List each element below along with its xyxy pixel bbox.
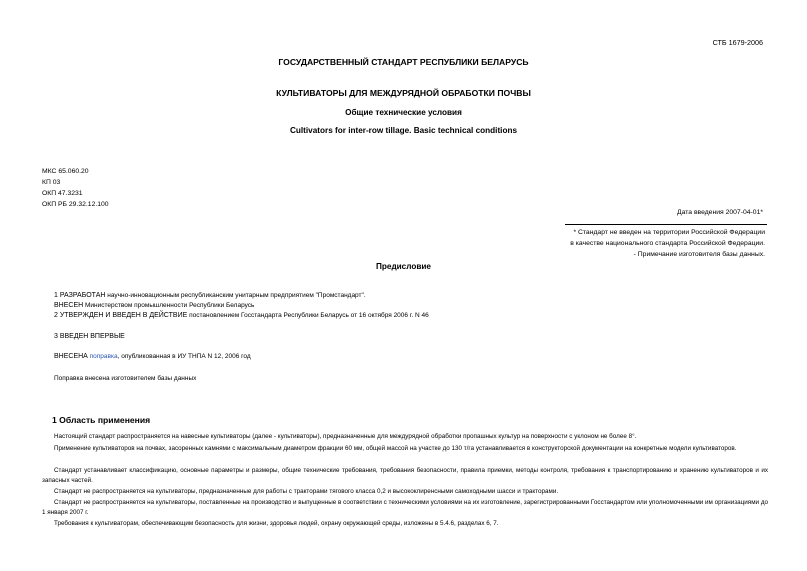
preface-item-developed-text: научно-инновационным республиканским унитарным предприятием "Промстандарт". — [105, 292, 366, 299]
section-1-paragraph: Требования к культиваторам, обеспечивающим безопасность для жизни, здоровья людей, охрану окружающей среды, изложены в 5.4.6, разделах 6, 7. — [54, 520, 499, 527]
preface-item-first-introduced-text: 3 ВВЕДЕН ВПЕРВЫЕ — [54, 333, 125, 340]
document-title-english: Cultivators for inter-row tillage. Basic technical conditions — [289, 126, 517, 135]
footnote-line-3: - Примечание изготовителя базы данных. — [633, 251, 765, 258]
preface-item-introduced-label: ВНЕСЕН — [54, 302, 84, 309]
classifier-okp: ОКП 47.3231 — [42, 190, 83, 197]
preface-item-amendment-text: , опубликованная в ИУ ТНПА N 12, 2006 год — [117, 353, 251, 360]
footnote-line-1: * Стандарт не введен на территории Российской Федерации — [573, 229, 765, 236]
document-subtitle: Общие технические условия — [345, 108, 462, 117]
classifier-mks: МКС 65.060.20 — [42, 168, 89, 175]
preface-title: Предисловие — [376, 262, 431, 271]
preface-item-introduced-text: Министерством промышленности Республики Беларусь — [83, 302, 255, 309]
preface-item-first-introduced — [54, 333, 125, 340]
preface-item-developed — [54, 292, 366, 299]
section-1-paragraph: Стандарт устанавливает классификацию, основные параметры и размеры, общие технические требования, требования безопасности, правила приемки, методы контроля, требования к транспортированию и хранению культиваторов и их запасных частей. — [42, 467, 768, 484]
preface-item-introduced — [54, 302, 254, 309]
document-title: КУЛЬТИВАТОРЫ ДЛЯ МЕЖДУРЯДНОЙ ОБРАБОТКИ ПОЧВЫ — [276, 88, 531, 98]
section-1-paragraph: Стандарт не распространяется на культиваторы, поставленные на производство и выпущенные в соответствии с техническими условиями на их изготовление, зарегистрированными Госстандартом или уполномоченными им организациями до 1 января 2007 г. — [42, 499, 768, 516]
classifier-okp-rb: ОКП РБ 29.32.12.100 — [42, 201, 109, 208]
classifier-kp: КП 03 — [42, 179, 61, 186]
preface-item-approved-label: 2 УТВЕРЖДЕН И ВВЕДЕН В ДЕЙСТВИЕ — [54, 312, 188, 319]
footnote-divider — [565, 224, 767, 225]
preface-item-note: Поправка внесена изготовителем базы данных — [54, 375, 197, 382]
preface-item-amendment — [54, 353, 251, 360]
footnote-line-2: в качестве национального стандарта Российской Федерации. — [570, 240, 765, 247]
section-1-title: 1 Область применения — [52, 415, 151, 425]
introduction-date: Дата введения 2007-04-01* — [677, 209, 763, 216]
preface-item-approved-text: постановлением Госстандарта Республики Беларусь от 16 октября 2006 г. N 46 — [187, 312, 429, 319]
state-standard-heading: ГОСУДАРСТВЕННЫЙ СТАНДАРТ РЕСПУБЛИКИ БЕЛАРУСЬ — [278, 57, 529, 67]
preface-item-approved — [54, 312, 429, 319]
document-code: СТБ 1679-2006 — [712, 38, 763, 47]
section-1-paragraph: Применение культиваторов на почвах, засоренных камнями с максимальным диаметром фракции 60 мм, общей массой на участке до 130 т/га устанавливается в конструкторской документации на конкретные модели культиваторов. — [54, 445, 737, 452]
amendment-link[interactable]: поправка — [89, 353, 118, 360]
section-1-paragraph: Стандарт не распространяется на культиваторы, предназначенные для работы с тракторами тягового класса 0,2 и высококлиренсными самоходными шасси и тракторами. — [54, 488, 559, 495]
preface-item-amendment-label: ВНЕСЕНА — [54, 353, 88, 360]
preface-item-developed-label: 1 РАЗРАБОТАН — [54, 292, 106, 299]
section-1-paragraph: Настоящий стандарт распространяется на навесные культиваторы (далее - культиваторы), предназначенные для междурядной обработки пропашных культур на поверхности с уклоном не более 8°. — [54, 433, 637, 440]
